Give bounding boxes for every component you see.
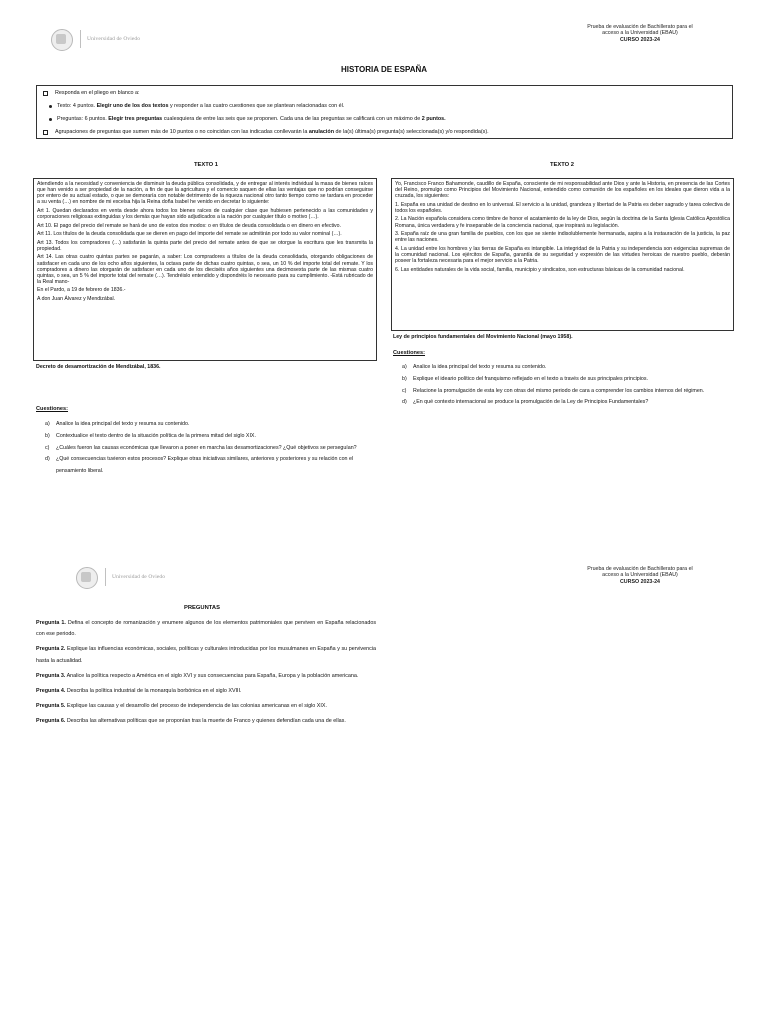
- question-item: a) Analice la idea principal del texto y resuma su contenido.: [45, 421, 190, 427]
- texto2-paragraph: 1. España es una unidad de destino en lo universal. El servicio a la unidad, grandeza y libertad de la Patria es deber sagrado y tarea colectiva de todos los españoles.: [395, 201, 730, 214]
- pregunta-item: Pregunta 2. Explique las influencias económicas, sociales, políticas y culturales introducidas por los musulmanes en España y su pervivencia hasta la actualidad.: [36, 646, 376, 664]
- bullet-icon: [49, 118, 52, 121]
- checkbox-bullet-icon: [43, 130, 48, 135]
- texto1-questions: [45, 419, 377, 478]
- university-logo: [73, 566, 165, 588]
- instruction-preguntas: Preguntas: 6 puntos. Elegir tres preguntas cualesquiera de entre las seis que se proponen. Cada una de las preguntas se calificará con un máximo de 2 puntos.: [43, 116, 726, 123]
- university-logo: [48, 28, 140, 50]
- university-seal-icon: [73, 566, 99, 588]
- exam-header: [570, 566, 710, 585]
- pregunta-item: Pregunta 6. Describa las alternativas políticas que se proponían tras la muerte de Franco y quienes defendían cada una de ellas.: [36, 718, 346, 725]
- header-line-2: acceso a la Universidad (EBAU): [602, 572, 678, 579]
- preguntas-list: [36, 618, 376, 732]
- texto1-heading: TEXTO 1: [193, 162, 219, 168]
- logo-text: Universidad de Oviedo: [112, 574, 166, 580]
- page-title: HISTORIA DE ESPAÑA: [340, 65, 428, 74]
- question-item: b) Contextualice el texto dentro de la situación política de la primera mitad del siglo XIX.: [45, 432, 256, 439]
- instructions-intro: Responda en el pliego en blanco a:: [43, 90, 726, 97]
- texto1-source: Decreto de desamortización de Mendizábal, 1836.: [36, 364, 161, 370]
- header-course: CURSO 2023-24: [619, 36, 661, 43]
- texto2-paragraph: Yo, Francisco Franco Bahamonde, caudillo de España, consciente de mi responsabilidad ante Dios y ante la Historia, en presencia de las Cortes del Reino, promulgo como Principios del Movimiento Nacional, entendido como comunión de los españoles en los ideales que dieron vida a la cruzada, los siguientes:: [395, 181, 730, 200]
- question-item: c) ¿Cuáles fueron las causas económicas que llevaron a poner en marcha las desamortizaciones? ¿Qué objetivos se perseguían?: [45, 444, 357, 451]
- texto1-paragraph: Art 1. Quedan declarados en venta desde ahora todos los bienes raíces de cualquier clase que hubiesen pertenecido a las comunidades y corporaciones religiosas extinguidas y los demás que hayan sido adjudicados a la nación por cualquier título o motivo (…).: [37, 207, 373, 220]
- instruction-texto: Texto: 4 puntos. Elegir uno de los dos textos y responder a las cuatro cuestiones que se plantean relacionadas con él.: [43, 103, 726, 110]
- exam-header: [570, 24, 710, 43]
- question-item: c) Relacione la promulgación de esta ley con otras del mismo periodo de cara a comprender los cambios internos del régimen.: [402, 387, 705, 394]
- pregunta-item: Pregunta 3. Analice la política respecto a América en el siglo XVI y sus consecuencias para España, Europa y la población americana.: [36, 672, 359, 679]
- texto1-paragraph: Art 14. Las otras cuatro quintas partes se pagarán, a saber: Los compradores a títulos de la deuda consolidada, otorgando obligaciones de satisfacer en cada uno de los ocho años siguientes, la octava parte de dichas cuatro quintas, o sea, un 10 % del importe total del remate. Y los compradores a dinero las otorgarán de satisfacer en cada uno de los dieciséis años siguientes una decimosexta parte de las mismas cuatro quintas, o sea, un 5 % del importe total del remate (…). Tendréislo entendido y dispondréis lo necesario para su cumplimiento. -Está rubricado de la Real mano-: [37, 254, 373, 285]
- checkbox-bullet-icon: [43, 91, 48, 96]
- header-course: CURSO 2023-24: [619, 578, 661, 585]
- texto1-paragraph: A don Juan Álvarez y Mendizábal.: [37, 296, 116, 302]
- pregunta-item: Pregunta 5. Explique las causas y el desarrollo del proceso de independencia de las colonias americanas en el siglo XIX.: [36, 703, 327, 710]
- header-line-1: Prueba de evaluación de Bachillerato para el: [587, 566, 693, 572]
- texto1-paragraph: Art 13. Todos los compradores (…) satisfarán la quinta parte del precio del remate antes de que se otorgue la escritura que les transmita la propiedad.: [37, 239, 373, 252]
- preguntas-heading: PREGUNTAS: [184, 605, 220, 611]
- question-item: b) Explique el ideario político del franquismo reflejado en el texto a través de sus principales principios.: [402, 375, 648, 382]
- texto1-paragraph: En el Pardo, a 19 de febrero de 1836.-: [37, 287, 126, 294]
- university-seal-icon: [48, 28, 74, 50]
- texto2-paragraph: 6. Las entidades naturales de la vida social, familia, municipio y sindicatos, son estructuras básicas de la comunidad nacional.: [395, 266, 685, 273]
- instructions-box: [36, 85, 733, 139]
- texto2-questions-heading: Cuestiones:: [393, 350, 426, 356]
- texto2-box: [391, 178, 734, 331]
- texto2-source: Ley de principios fundamentales del Movimiento Nacional (mayo 1958).: [393, 334, 573, 340]
- texto2-questions: [402, 362, 734, 409]
- question-item: d) ¿En qué contexto internacional se produce la promulgación de la Ley de Principios Fundamentales?: [402, 399, 649, 406]
- texto2-paragraph: 3. España raíz de una gran familia de pueblos, con los que se siente indisolublemente hermanada, aspira a la instauración de la justicia, la paz entre las naciones.: [395, 231, 730, 244]
- pregunta-item: Pregunta 4. Describa la política industrial de la monarquía borbónica en el siglo XVIII.: [36, 688, 242, 695]
- question-item: d) ¿Qué consecuencias tuvieron estos procesos? Explique otras iniciativas similares, anteriores y posteriores y su relación con el pensamiento liberal.: [45, 456, 354, 475]
- texto1-paragraph: Art 11. Los títulos de la deuda consolidada que se dieren en pago del importe del remate se admitirán por todo su valor nominal (…).: [37, 231, 342, 238]
- instruction-note: Agrupaciones de preguntas que sumen más de 10 puntos o no coincidan con las indicadas conllevarán la anulación de la(s) última(s) pregunta(s) seleccionada(s) y/o respondida(s).: [43, 129, 726, 136]
- texto2-paragraph: 4. La unidad entre los hombres y las tierras de España es intangible. La integridad de la Patria y su independencia son exigencias supremas de la comunidad nacional. Los ejércitos de España, garantía de su seguridad y expresión de las virtudes heroicas de nuestro pueblo, deberán poseer la fortaleza necesaria para el mejor servicio a la Patria.: [395, 245, 730, 265]
- texto1-paragraph: Atendiendo a la necesidad y conveniencia de disminuir la deuda pública consolidada, y de entregar al interés individual la masa de bienes raíces que han venido a ser propiedad de la nación, a fin de que la agricultura y el comercio saquen de ellas las ventajas que no podrían conseguirse por entero de su actual estado, o que se demoraría con notable detrimento de la riqueza nacional otro tanto tiempo como se tardara en proceder a su venta (…) en nombre de mi excelsa hija la Reina doña Isabel he venido en decretar lo siguiente:: [37, 181, 373, 206]
- pregunta-item: Pregunta 1. Defina el concepto de romanización y enumere algunos de los elementos patrimoniales que perviven en España relacionados con ese periodo.: [36, 620, 377, 638]
- texto2-paragraph: 2. La Nación española considera como timbre de honor el acatamiento de la ley de Dios, según la doctrina de la Santa Iglesia Católica Apostólica Romana, única verdadera y fe inseparable de la conciencia nacional, que inspirará su legislación.: [395, 216, 730, 229]
- header-line-1: Prueba de evaluación de Bachillerato para el: [587, 24, 693, 30]
- header-line-2: acceso a la Universidad (EBAU): [602, 30, 678, 37]
- texto2-heading: TEXTO 2: [549, 162, 575, 168]
- texto1-box: [33, 178, 377, 361]
- texto1-questions-heading: Cuestiones:: [36, 406, 69, 412]
- logo-text: Universidad de Oviedo: [87, 36, 141, 42]
- texto1-paragraph: Art 10. El pago del precio del remate se hará de uno de estos dos modos: o en títulos de deuda consolidada o en dinero en efectivo.: [37, 222, 341, 229]
- bullet-icon: [49, 105, 52, 108]
- question-item: a) Analice la idea principal del texto y resuma su contenido.: [402, 364, 547, 370]
